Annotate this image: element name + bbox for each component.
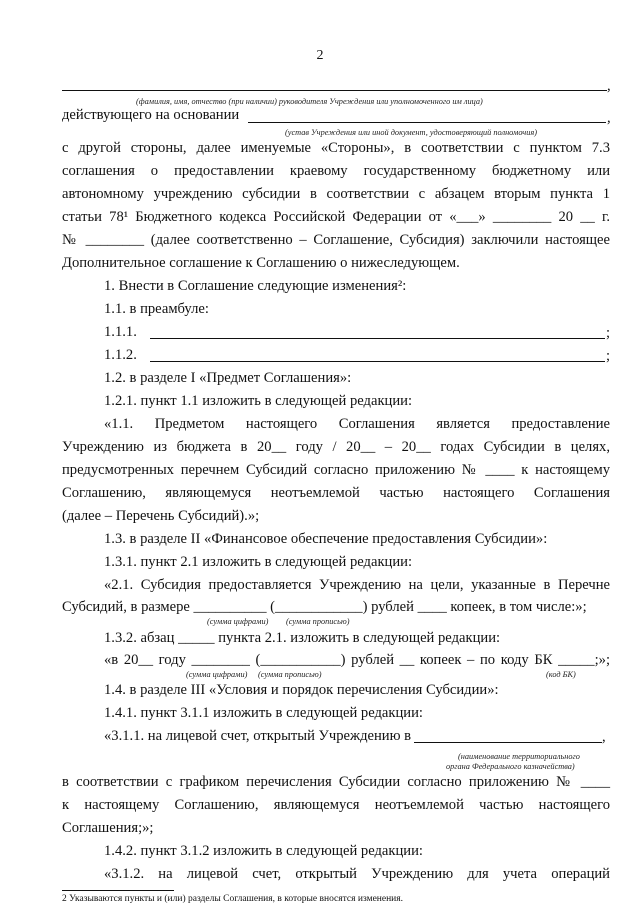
item-1-1-2: 1.1.2. (104, 347, 137, 363)
caption-treasury: (наименование территориального (458, 752, 580, 761)
preamble-line: соглашения о предоставлении краевому государственному бюджетному или (62, 163, 610, 179)
preamble-line: с другой стороны, далее именуемые «Стороны», в соответствии с пунктом 7.3 (62, 140, 610, 156)
quote-3-1-1: «3.1.1. на лицевой счет, открытый Учреждению в (104, 728, 412, 744)
quote-2-1-b: Субсидий, в размере __________ (____________) рублей ____ копеек, в том числе:»; (62, 599, 587, 615)
basis-comma: , (607, 110, 611, 126)
preamble-line: статьи 78¹ Бюджетного кодекса Российской Федерации от «___» ________ 20 __ г. (62, 209, 610, 225)
quote-1-1-end: (далее – Перечень Субсидий).»; (62, 508, 260, 524)
footnote-separator (62, 890, 174, 891)
schedule-line: в соответствии с графиком перечисления Субсидии согласно приложению № ____ (62, 774, 610, 790)
item-1: 1. Внести в Соглашение следующие изменения²: (104, 278, 407, 294)
item-1-3-1: 1.3.1. пункт 2.1 изложить в следующей редакции: (104, 554, 413, 570)
head-comma: , (607, 78, 611, 94)
basis-rule (248, 122, 606, 123)
item-1-4-1: 1.4.1. пункт 3.1.1 изложить в следующей редакции: (104, 705, 423, 721)
caption-sum-words: (сумма прописью) (258, 670, 322, 679)
item-1-1: 1.1. в преамбуле: (104, 301, 209, 317)
caption-sum-words: (сумма прописью) (286, 617, 350, 626)
caption-sum-digits: (сумма цифрами) (186, 670, 248, 679)
quote-1-1-line: Соглашению, являющемуся неотъемлемой частью настоящего Соглашения (62, 485, 610, 501)
item-1-1-2-semicolon: ; (606, 348, 611, 364)
item-1-1-1-semicolon: ; (606, 325, 611, 341)
caption-sum-digits: (сумма цифрами) (207, 617, 269, 626)
head-name-rule (62, 90, 607, 91)
quote-2-1-a: «2.1. Субсидия предоставляется Учреждению на цели, указанные в Перечне (104, 577, 610, 593)
item-1-1-1-rule (150, 338, 605, 339)
quote-1-1-line: предусмотренных перечнем Субсидий согласно приложению № ____ к настоящему (62, 462, 610, 478)
item-1-3-2: 1.3.2. абзац _____ пункта 2.1. изложить в следующей редакции: (104, 630, 501, 646)
caption-basis: (устав Учреждения или иной документ, удостоверяющий полномочия) (285, 128, 537, 137)
preamble-line: № ________ (далее соответственно – Соглашение, Субсидия) заключили настоящее (62, 232, 610, 248)
preamble-line: автономному учреждению субсидии в соответствии с абзацем вторым пункта 1 (62, 186, 610, 202)
basis-prefix: действующего на основании (62, 107, 240, 123)
caption-bk: (код БК) (546, 670, 576, 679)
item-1-2: 1.2. в разделе I «Предмет Соглашения»: (104, 370, 352, 386)
schedule-end: Соглашения;»; (62, 820, 154, 836)
caption-treasury: органа Федерального казначейства) (446, 762, 575, 771)
schedule-line: к настоящему Соглашению, являющемуся неотъемлемой частью настоящего (62, 797, 610, 813)
item-1-4-2: 1.4.2. пункт 3.1.2 изложить в следующей редакции: (104, 843, 423, 859)
quote-3-1-2: «3.1.2. на лицевой счет, открытый Учреждению для учета операций (104, 866, 610, 882)
item-1-1-1: 1.1.1. (104, 324, 137, 340)
quote-1-1-line: Учреждению из бюджета в 20__ году / 20__ – 20__ годах Субсидии в целях, (62, 439, 610, 455)
item-1-3: 1.3. в разделе II «Финансовое обеспечение предоставления Субсидии»: (104, 531, 548, 547)
treasury-rule (414, 742, 602, 743)
quote-year: «в 20__ году ________ (___________) рублей __ копеек – по коду БК _____;»; (104, 652, 610, 668)
item-1-2-1: 1.2.1. пункт 1.1 изложить в следующей редакции: (104, 393, 413, 409)
item-1-1-2-rule (150, 361, 605, 362)
quote-1-1-line: «1.1. Предметом настоящего Соглашения является предоставление (104, 416, 610, 432)
footnote: 2 Указываются пункты и (или) разделы Соглашения, в которые вносятся изменения. (62, 894, 404, 904)
preamble-line: Дополнительное соглашение к Соглашению о нижеследующем. (62, 255, 460, 271)
treasury-comma: , (602, 729, 606, 745)
item-1-4: 1.4. в разделе III «Условия и порядок перечисления Субсидии»: (104, 682, 499, 698)
page-number: 2 (316, 48, 324, 63)
caption-head: (фамилия, имя, отчество (при наличии) руководителя Учреждения или уполномоченного им лица) (136, 97, 483, 106)
